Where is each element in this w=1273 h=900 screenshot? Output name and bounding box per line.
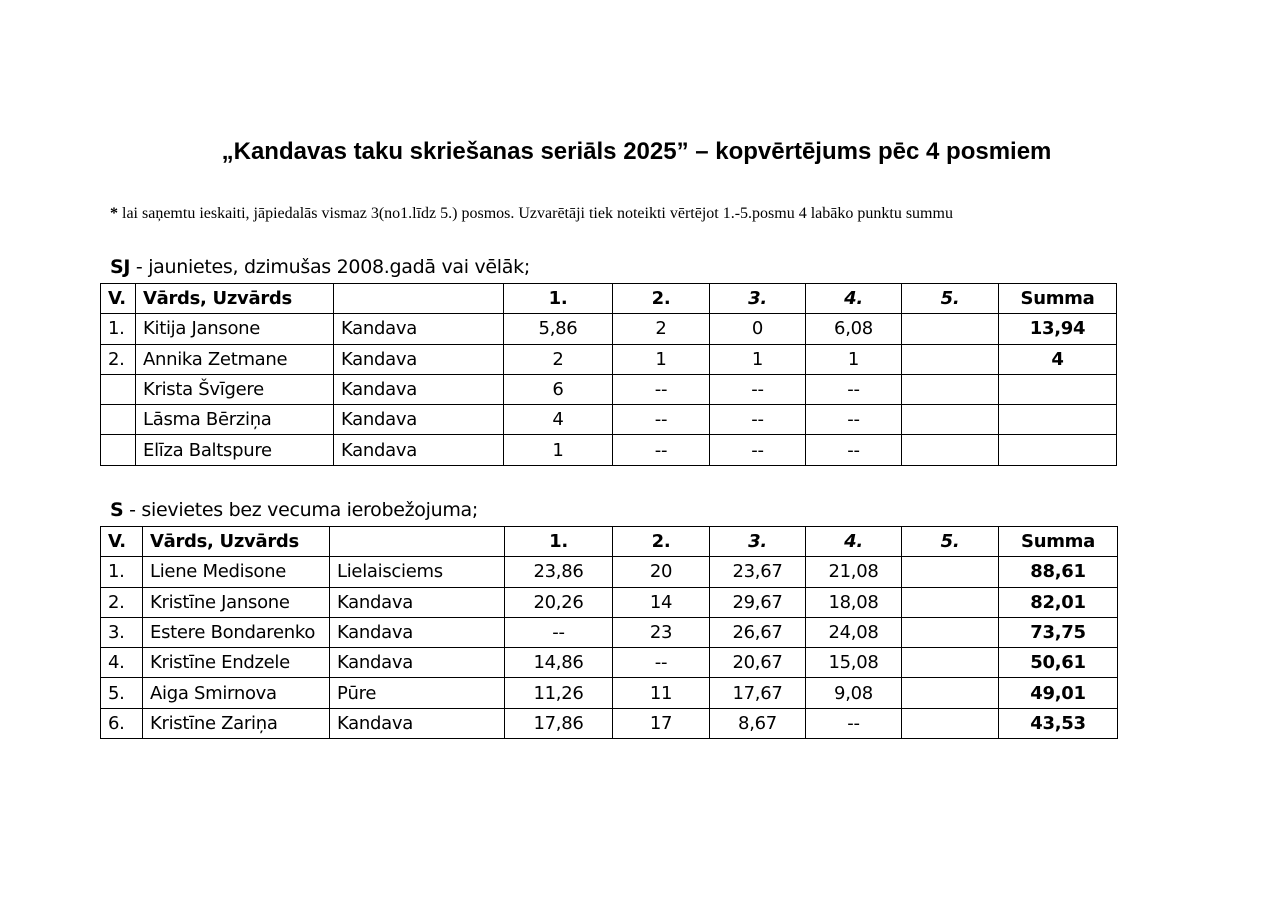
cell-place: 2. [101, 344, 136, 374]
cell-stage-4: 1 [806, 344, 902, 374]
results-table-sj [100, 283, 1117, 466]
cell-stage-4: -- [806, 435, 902, 465]
cell-sum [999, 405, 1117, 435]
header-place: V. [101, 284, 136, 314]
cell-sum [999, 435, 1117, 465]
note-text: lai saņemtu ieskaiti, jāpiedalās vismaz 3(no1.līdz 5.) posmos. Uzvarētāji tiek noteikti vērtējot 1.-5.posmu 4 labāko punktu summu [118, 205, 953, 222]
cell-name: Liene Medisone [143, 557, 330, 587]
cell-town: Lielaisciems [330, 557, 505, 587]
header-stage-5: 5. [902, 527, 999, 557]
table-row [101, 678, 1118, 708]
header-stage-3: 3. [710, 527, 806, 557]
cell-stage-3: -- [710, 405, 806, 435]
cell-stage-5 [902, 314, 999, 344]
cell-stage-5 [902, 405, 999, 435]
cell-place [101, 405, 136, 435]
cell-stage-4: 6,08 [806, 314, 902, 344]
cell-stage-2: 23 [613, 617, 710, 647]
cell-place: 3. [101, 617, 143, 647]
cell-stage-3: 26,67 [710, 617, 806, 647]
cell-stage-2: -- [613, 405, 710, 435]
cell-stage-4: -- [806, 708, 902, 738]
cell-stage-2: 20 [613, 557, 710, 587]
group-code: SJ [110, 256, 131, 278]
cell-place: 2. [101, 587, 143, 617]
cell-stage-2: 14 [613, 587, 710, 617]
results-table-s [100, 526, 1118, 739]
cell-stage-4: -- [806, 374, 902, 404]
header-stage-3: 3. [710, 284, 806, 314]
note-asterisk: * [110, 205, 118, 222]
cell-stage-2: 2 [613, 314, 710, 344]
header-sum: Summa [999, 284, 1117, 314]
cell-town: Kandava [334, 314, 504, 344]
cell-place [101, 374, 136, 404]
table-header-row [101, 284, 1117, 314]
cell-place: 4. [101, 648, 143, 678]
cell-town: Kandava [334, 344, 504, 374]
cell-stage-5 [902, 678, 999, 708]
cell-stage-5 [902, 435, 999, 465]
cell-town: Kandava [330, 587, 505, 617]
cell-stage-3: 29,67 [710, 587, 806, 617]
cell-stage-2: -- [613, 374, 710, 404]
cell-name: Lāsma Bērziņa [136, 405, 334, 435]
cell-stage-3: 17,67 [710, 678, 806, 708]
cell-sum: 4 [999, 344, 1117, 374]
cell-town: Kandava [330, 648, 505, 678]
cell-sum: 82,01 [999, 587, 1118, 617]
cell-sum: 73,75 [999, 617, 1118, 647]
cell-sum [999, 374, 1117, 404]
header-stage-1: 1. [505, 527, 613, 557]
cell-stage-5 [902, 617, 999, 647]
cell-place: 6. [101, 708, 143, 738]
cell-name: Aiga Smirnova [143, 678, 330, 708]
cell-name: Kristīne Jansone [143, 587, 330, 617]
cell-sum: 13,94 [999, 314, 1117, 344]
cell-stage-3: -- [710, 435, 806, 465]
cell-stage-5 [902, 648, 999, 678]
cell-town: Kandava [330, 708, 505, 738]
header-place: V. [101, 527, 143, 557]
header-stage-5: 5. [902, 284, 999, 314]
cell-stage-5 [902, 587, 999, 617]
table-row [101, 344, 1117, 374]
cell-stage-4: 9,08 [806, 678, 902, 708]
cell-stage-4: 24,08 [806, 617, 902, 647]
cell-sum: 50,61 [999, 648, 1118, 678]
group-caption-sj [110, 256, 530, 278]
cell-stage-1: 4 [504, 405, 613, 435]
table-row [101, 374, 1117, 404]
table-row [101, 708, 1118, 738]
cell-town: Kandava [330, 617, 505, 647]
page-title: „Kandavas taku skriešanas seriāls 2025” – kopvērtējums pēc 4 posmiem [221, 138, 1052, 165]
cell-stage-2: -- [613, 648, 710, 678]
cell-stage-4: 15,08 [806, 648, 902, 678]
cell-stage-1: 2 [504, 344, 613, 374]
cell-stage-2: 11 [613, 678, 710, 708]
cell-town: Kandava [334, 374, 504, 404]
header-town [334, 284, 504, 314]
table-header-row [101, 527, 1118, 557]
cell-place: 1. [101, 314, 136, 344]
table-row [101, 557, 1118, 587]
cell-place: 1. [101, 557, 143, 587]
header-stage-1: 1. [504, 284, 613, 314]
header-sum: Summa [999, 527, 1118, 557]
cell-stage-2: 1 [613, 344, 710, 374]
cell-stage-3: 23,67 [710, 557, 806, 587]
table-row [101, 587, 1118, 617]
cell-stage-4: 21,08 [806, 557, 902, 587]
cell-name: Krista Švīgere [136, 374, 334, 404]
cell-town: Kandava [334, 435, 504, 465]
group-description: - sievietes bez vecuma ierobežojuma; [123, 499, 478, 521]
header-town [330, 527, 505, 557]
cell-stage-1: 20,26 [505, 587, 613, 617]
cell-stage-5 [902, 557, 999, 587]
group-code: S [110, 499, 124, 521]
cell-stage-3: 20,67 [710, 648, 806, 678]
header-name: Vārds, Uzvārds [136, 284, 334, 314]
cell-name: Annika Zetmane [136, 344, 334, 374]
cell-stage-3: 1 [710, 344, 806, 374]
cell-stage-2: -- [613, 435, 710, 465]
header-stage-2: 2. [613, 284, 710, 314]
header-name: Vārds, Uzvārds [143, 527, 330, 557]
group-caption-s [110, 499, 478, 521]
cell-stage-4: 18,08 [806, 587, 902, 617]
cell-stage-2: 17 [613, 708, 710, 738]
cell-stage-5 [902, 344, 999, 374]
cell-stage-1: 14,86 [505, 648, 613, 678]
cell-stage-1: 17,86 [505, 708, 613, 738]
cell-name: Kristīne Endzele [143, 648, 330, 678]
cell-place: 5. [101, 678, 143, 708]
table-row [101, 435, 1117, 465]
header-stage-4: 4. [806, 284, 902, 314]
cell-sum: 49,01 [999, 678, 1118, 708]
cell-stage-1: 1 [504, 435, 613, 465]
cell-stage-3: 8,67 [710, 708, 806, 738]
table-row [101, 405, 1117, 435]
cell-name: Kristīne Zariņa [143, 708, 330, 738]
cell-stage-3: -- [710, 374, 806, 404]
cell-place [101, 435, 136, 465]
cell-stage-4: -- [806, 405, 902, 435]
header-stage-2: 2. [613, 527, 710, 557]
cell-stage-5 [902, 374, 999, 404]
cell-name: Elīza Baltspure [136, 435, 334, 465]
group-description: - jaunietes, dzimušas 2008.gadā vai vēlāk; [130, 256, 530, 278]
cell-stage-1: 5,86 [504, 314, 613, 344]
cell-stage-5 [902, 708, 999, 738]
header-stage-4: 4. [806, 527, 902, 557]
table-row [101, 314, 1117, 344]
table-row [101, 617, 1118, 647]
cell-stage-3: 0 [710, 314, 806, 344]
cell-sum: 43,53 [999, 708, 1118, 738]
cell-stage-1: 23,86 [505, 557, 613, 587]
cell-sum: 88,61 [999, 557, 1118, 587]
cell-stage-1: -- [505, 617, 613, 647]
table-row [101, 648, 1118, 678]
cell-town: Kandava [334, 405, 504, 435]
cell-town: Pūre [330, 678, 505, 708]
cell-stage-1: 6 [504, 374, 613, 404]
cell-name: Estere Bondarenko [143, 617, 330, 647]
cell-name: Kitija Jansone [136, 314, 334, 344]
cell-stage-1: 11,26 [505, 678, 613, 708]
eligibility-note [110, 205, 953, 223]
